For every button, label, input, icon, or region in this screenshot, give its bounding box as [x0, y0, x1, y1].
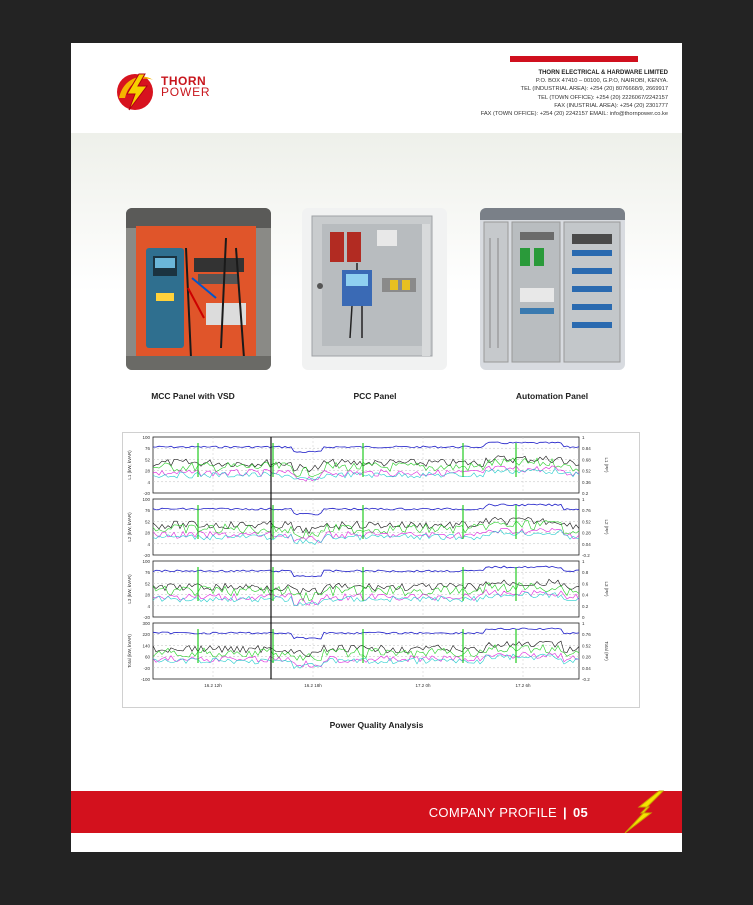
chart-caption: Power Quality Analysis [329, 720, 424, 730]
right-tick-label: 0.2 [582, 603, 589, 609]
right-tick-label: 0.28 [582, 530, 591, 536]
left-tick-label: 4 [147, 541, 150, 547]
left-tick-label: 300 [142, 621, 150, 626]
left-tick-label: 28 [144, 592, 150, 598]
left-tick-label: 220 [142, 632, 150, 638]
x-tick-label: 16.2 12h [204, 683, 222, 688]
right-axis-label: L1 (PF) [604, 457, 609, 473]
footer-bolt-icon [619, 789, 681, 833]
right-tick-label: 0.76 [582, 508, 591, 514]
fax-industrial-line: FAX (INUSTRIAL AREA): +254 (20) 2301777 [554, 102, 668, 109]
right-tick-label: 0.4 [582, 592, 589, 598]
left-tick-label: 52 [144, 457, 150, 463]
document-page [71, 43, 682, 852]
footer-company-profile: COMPANY PROFILE [428, 805, 557, 820]
right-tick-label: 1 [582, 497, 585, 502]
right-tick-label: 0.2 [582, 491, 589, 496]
caption-mcc-panel: MCC Panel with VSD [151, 391, 235, 401]
left-axis-label: L3 (kW, kVAR) [127, 574, 132, 604]
left-tick-label: 28 [144, 468, 150, 474]
right-axis-label: L2 (PF) [604, 519, 609, 535]
caption-pcc-panel: PCC Panel [353, 391, 397, 401]
left-axis-label: Total (kW, kVAR) [127, 634, 132, 668]
right-tick-label: 0.36 [582, 479, 591, 485]
thorn-power-logo [113, 68, 223, 118]
right-tick-label: 0.04 [582, 665, 591, 671]
right-axis-label: Total (PF) [604, 641, 609, 661]
left-tick-label: 76 [144, 570, 150, 576]
left-tick-label: 52 [144, 581, 150, 587]
chart-panel-1 [153, 437, 579, 493]
mcc-panel-photo [126, 208, 271, 370]
left-tick-label: -100 [140, 677, 150, 682]
x-tick-label: 17.2 0h [415, 683, 431, 688]
left-tick-label: 76 [144, 446, 150, 452]
power-quality-chart [122, 432, 640, 708]
left-tick-label: 52 [144, 519, 150, 525]
right-tick-label: -0.2 [582, 677, 590, 682]
power-quality-chart-svg [123, 433, 639, 707]
left-tick-label: -20 [143, 553, 150, 558]
right-tick-label: 1 [582, 435, 585, 440]
right-tick-label: 1 [582, 621, 585, 626]
left-tick-label: 60 [144, 654, 150, 660]
fax-town-email-line: FAX (TOWN OFFICE): +254 (20) 2242157 EMAIL: info@thornpower.co.ke [480, 111, 668, 118]
footer-label [429, 805, 588, 820]
right-axis-label: L3 (PF) [604, 581, 609, 597]
footer-bar [71, 791, 682, 833]
left-tick-label: 4 [147, 603, 150, 609]
logo-text-thorn: THORN [161, 74, 207, 88]
tel-town-line: TEL (TOWN OFFICE): +254 (20) 2226067/2242157 [537, 94, 668, 101]
right-tick-label: 0.04 [582, 541, 591, 547]
chart-panel-4 [153, 623, 579, 679]
tel-industrial-line: TEL (INDUSTRIAL AREA): +254 (20) 8076668/9, 2669917 [520, 86, 668, 93]
left-tick-label: 28 [144, 530, 150, 536]
logo-bolt-icon [113, 68, 161, 116]
left-tick-label: 100 [142, 435, 150, 440]
left-axis-label: L2 (kW, kVAR) [127, 512, 132, 542]
automation-panel-photo [480, 208, 625, 370]
left-tick-label: 140 [142, 643, 150, 649]
pcc-panel-photo [302, 208, 447, 370]
right-tick-label: 0.52 [582, 519, 591, 525]
left-tick-label: 100 [142, 559, 150, 564]
right-tick-label: 0.6 [582, 581, 589, 587]
right-tick-label: -0.2 [582, 553, 590, 558]
left-tick-label: 76 [144, 508, 150, 514]
company-name: THORN ELECTRICAL & HARDWARE LIMITED [538, 70, 668, 76]
right-tick-label: 0.52 [582, 643, 591, 649]
logo-text-power: POWER [161, 85, 211, 99]
header-accent-bar [510, 56, 638, 62]
left-tick-label: 100 [142, 497, 150, 502]
left-tick-label: -20 [143, 615, 150, 620]
address-line: P.O. BOX 47410 – 00100, G.P.O, NAIROBI, KENYA. [535, 78, 668, 85]
right-tick-label: 1 [582, 559, 585, 564]
right-tick-label: 0.84 [582, 446, 591, 452]
left-tick-label: -20 [143, 665, 150, 671]
right-tick-label: 0 [582, 615, 585, 620]
x-tick-label: 17.2 6h [515, 683, 531, 688]
caption-automation-panel: Automation Panel [515, 391, 589, 401]
right-tick-label: 0.28 [582, 654, 591, 660]
contact-block [481, 69, 668, 118]
left-tick-label: -20 [143, 491, 150, 496]
right-tick-label: 0.76 [582, 632, 591, 638]
left-tick-label: 4 [147, 479, 150, 485]
right-tick-label: 0.8 [582, 570, 589, 576]
left-axis-label: L1 (kW, kVAR) [127, 450, 132, 480]
footer-separator: | [563, 805, 567, 820]
right-tick-label: 0.68 [582, 457, 591, 463]
right-tick-label: 0.52 [582, 468, 591, 474]
x-tick-label: 16.2 18h [304, 683, 322, 688]
footer-page-number: 05 [572, 805, 588, 820]
